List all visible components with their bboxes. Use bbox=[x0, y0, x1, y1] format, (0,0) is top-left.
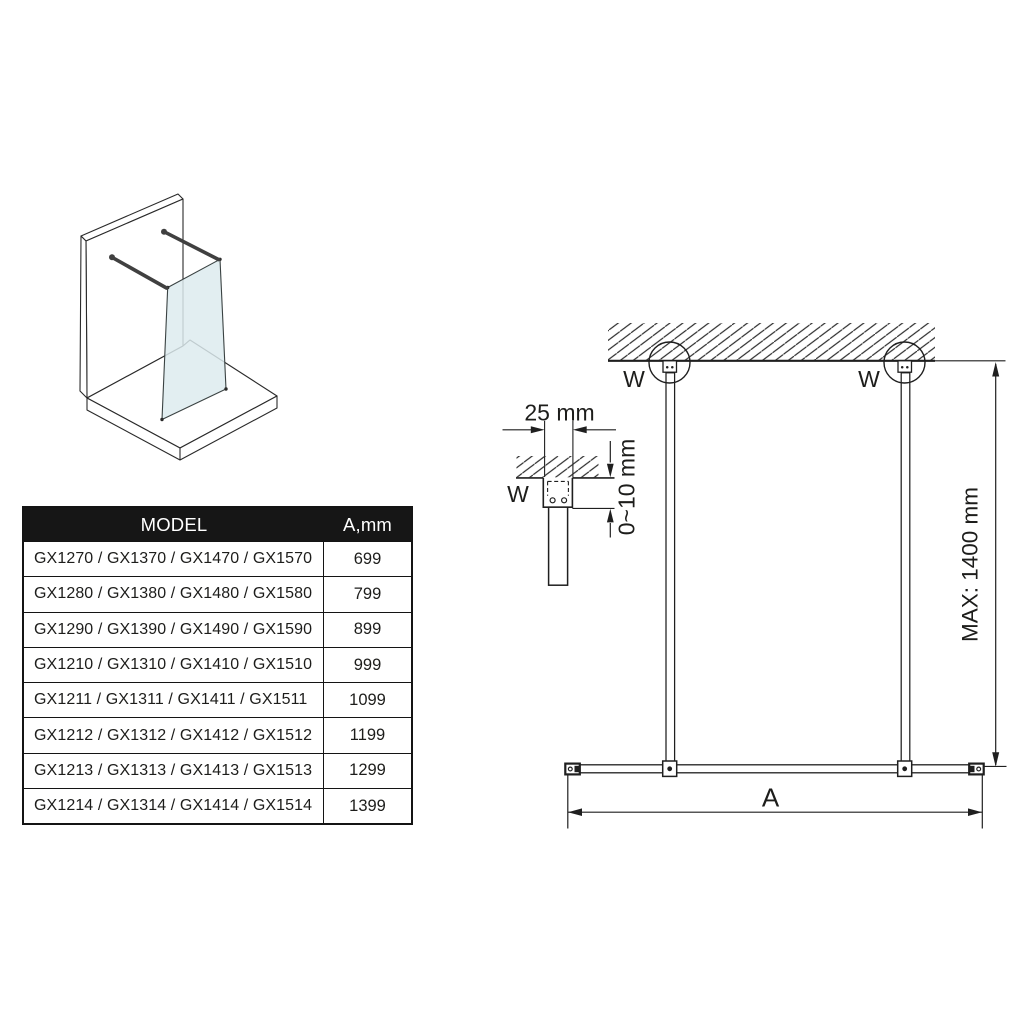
a-mm-cell: 1399 bbox=[349, 796, 386, 815]
hidden-edges bbox=[548, 481, 569, 495]
table-row bbox=[24, 717, 411, 752]
dimension-max-height bbox=[958, 362, 1007, 767]
table-row bbox=[24, 647, 411, 682]
col-header-a-mm: A,mm bbox=[342, 513, 393, 535]
bracket-detail bbox=[503, 400, 640, 586]
table-row bbox=[24, 541, 411, 576]
table-row bbox=[24, 788, 411, 823]
col-header-model: MODEL bbox=[140, 513, 208, 535]
label-wall-bracket-left: W bbox=[623, 366, 645, 392]
dimension-width-A bbox=[568, 775, 983, 829]
bar-connector-right bbox=[898, 761, 912, 776]
model-cell: GX1211 / GX1311 / GX1411 / GX1511 bbox=[24, 683, 324, 717]
label-wall-bracket-detail: W bbox=[507, 481, 529, 507]
a-mm-cell: 899 bbox=[353, 620, 382, 639]
end-clamp-right bbox=[969, 764, 984, 775]
arrowhead-up bbox=[992, 362, 999, 377]
a-mm-cell: 1299 bbox=[349, 761, 386, 780]
arrowhead-right bbox=[531, 426, 545, 433]
model-size-table bbox=[22, 506, 413, 825]
support-bar-section bbox=[549, 507, 568, 585]
a-mm-cell: 1099 bbox=[349, 690, 386, 709]
table-row bbox=[24, 576, 411, 611]
table-row bbox=[24, 753, 411, 788]
end-clamp-left bbox=[565, 764, 580, 775]
model-cell: GX1210 / GX1310 / GX1410 / GX1510 bbox=[24, 648, 324, 682]
bar-connector-left bbox=[663, 761, 677, 776]
arrowhead-right bbox=[968, 808, 982, 816]
model-cell: GX1213 / GX1313 / GX1413 / GX1513 bbox=[24, 754, 324, 788]
arrowhead-left bbox=[568, 808, 582, 816]
label-bracket-width: 25 mm bbox=[524, 399, 595, 426]
screw bbox=[562, 498, 567, 503]
screw bbox=[550, 498, 555, 503]
glass-top-profile bbox=[565, 761, 983, 776]
a-mm-cell: 799 bbox=[353, 584, 382, 603]
bracket-body bbox=[543, 478, 614, 585]
table-header-row bbox=[24, 508, 411, 541]
installation-diagram bbox=[565, 323, 1006, 829]
left-support-bar bbox=[649, 342, 690, 762]
label-ceiling-gap: 0~10 mm bbox=[613, 438, 640, 536]
a-mm-cell: 1199 bbox=[349, 726, 386, 745]
table-row bbox=[24, 612, 411, 647]
model-cell: GX1270 / GX1370 / GX1470 / GX1570 bbox=[24, 542, 324, 576]
ceiling-section bbox=[516, 456, 615, 478]
model-cell: GX1280 / GX1380 / GX1480 / GX1580 bbox=[24, 577, 324, 611]
a-mm-cell: 699 bbox=[353, 549, 382, 568]
label-wall-bracket-right: W bbox=[858, 366, 880, 392]
dimension-gap bbox=[607, 439, 640, 538]
a-mm-cell: 999 bbox=[353, 655, 382, 674]
label-panel-width: A bbox=[761, 782, 780, 813]
right-support-bar bbox=[884, 342, 925, 762]
isometric-drawing bbox=[80, 194, 277, 460]
model-cell: GX1290 / GX1390 / GX1490 / GX1590 bbox=[24, 613, 324, 647]
model-cell: GX1212 / GX1312 / GX1412 / GX1512 bbox=[24, 718, 324, 752]
label-max-height: MAX: 1400 mm bbox=[957, 486, 983, 643]
table-row bbox=[24, 682, 411, 717]
model-cell: GX1214 / GX1314 / GX1414 / GX1514 bbox=[24, 789, 324, 823]
arrowhead-down bbox=[992, 752, 999, 767]
arrowhead-left bbox=[573, 426, 587, 433]
